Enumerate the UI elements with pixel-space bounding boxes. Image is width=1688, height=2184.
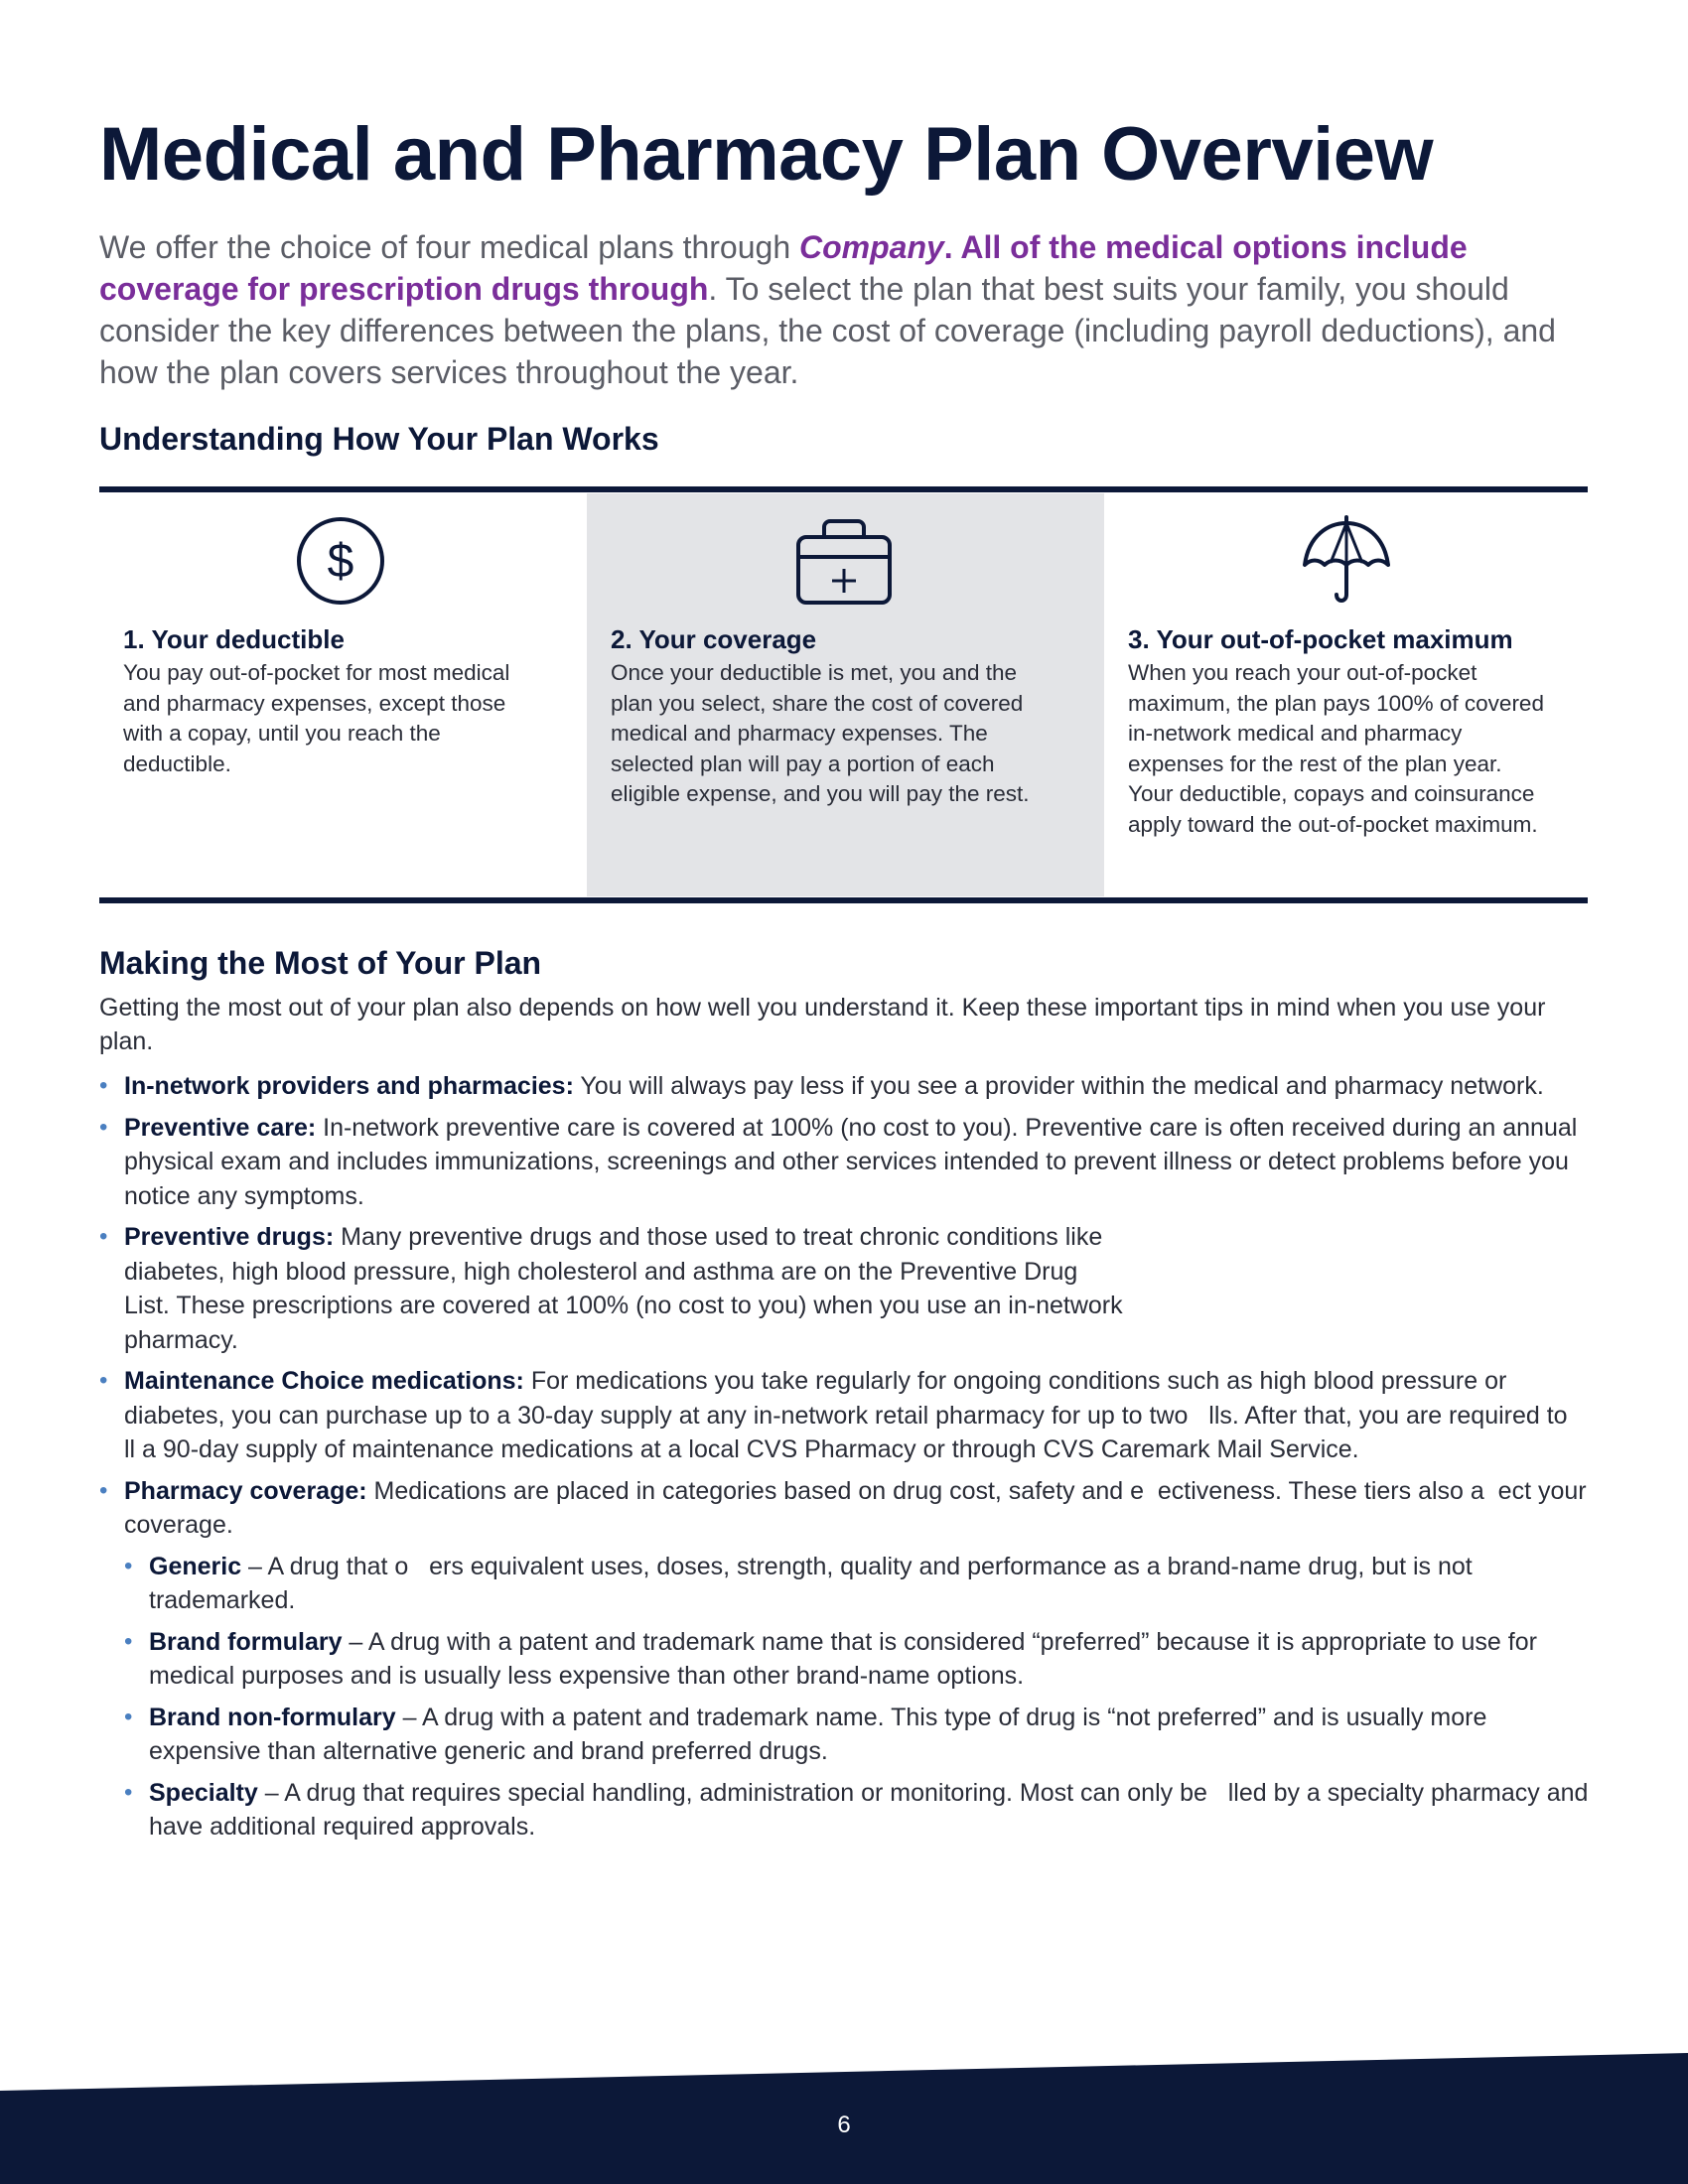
footer-slant	[0, 2053, 1688, 2093]
bullet-icon: •	[124, 1627, 133, 1655]
tip-term: Preventive care:	[124, 1113, 317, 1142]
list-item	[99, 1364, 1589, 1467]
list-item	[99, 1474, 1589, 1543]
tip-term: In-network providers and pharmacies:	[124, 1072, 574, 1100]
sub-list-item	[124, 1776, 1589, 1844]
sub-list-item	[124, 1701, 1589, 1769]
making-most-intro: Getting the most out of your plan also depends on how well you understand it. Keep these important tips in mind when you use your plan.	[99, 994, 1546, 1055]
intro-text-end: . To select the plan that best suits your family, you should consider the key differences between the plans, the cost of coverage (including payroll deductions), and how the plan covers services throughout the year.	[99, 271, 1556, 390]
tier-text: – A drug that requires special handling, administration or monitoring. Most can only be lled by a specialty pharmacy and have additional required approvals.	[149, 1778, 1589, 1841]
out-of-pocket-text: When you reach your out-of-pocket maximum, the plan pays 100% of covered in-network medical and pharmacy expenses for the rest of the plan year. Your deductible, copays and coinsurance apply toward the out-of-pocket maximum.	[1128, 660, 1544, 837]
bullet-icon: •	[99, 1367, 108, 1394]
company-name: Company	[799, 229, 944, 265]
tip-term: Pharmacy coverage:	[124, 1476, 367, 1505]
tips-list	[99, 1069, 1589, 1851]
umbrella-icon	[1299, 513, 1394, 609]
page-number: 6	[837, 2112, 851, 2138]
deductible-text: You pay out-of-pocket for most medical and pharmacy expenses, except those with a copay, until you reach the deductible.	[123, 660, 510, 776]
tier-term: Brand non-formulary	[149, 1703, 396, 1731]
understanding-section-title: Understanding How Your Plan Works	[99, 421, 659, 457]
bullet-icon: •	[99, 1223, 108, 1250]
sub-list-item	[124, 1550, 1589, 1618]
tip-text: In-network preventive care is covered at 100% (no cost to you). Preventive care is often received during an annual physical exam and includes immunizations, screenings and other services intended to prevent illness or detect problems before you notice any symptoms.	[124, 1113, 1578, 1210]
making-most-section-title: Making the Most of Your Plan	[99, 945, 542, 981]
intro-paragraph	[99, 226, 1569, 393]
coverage-heading: 2. Your coverage	[611, 624, 817, 654]
tier-text: – A drug with a patent and trademark name that is considered “preferred” because it is appropriate to use for medical purposes and is usually less expensive than other brand-name options.	[149, 1627, 1537, 1690]
tip-text: Medications are placed in categories based on drug cost, safety and e ectiveness. These tiers also a ect your coverage.	[124, 1476, 1587, 1539]
out-of-pocket-heading: 3. Your out-of-pocket maximum	[1128, 624, 1513, 654]
bullet-icon: •	[99, 1113, 108, 1141]
tier-term: Specialty	[149, 1778, 258, 1807]
deductible-heading: 1. Your deductible	[123, 624, 345, 654]
intro-highlight: . All of the medical options include coverage for prescription drugs through	[99, 229, 1468, 307]
tier-term: Brand formulary	[149, 1627, 343, 1656]
bullet-icon: •	[124, 1778, 133, 1806]
out-of-pocket-column	[1104, 493, 1588, 896]
bullet-icon: •	[99, 1476, 108, 1504]
tip-text: For medications you take regularly for ongoing conditions such as high blood pressure or diabetes, you can purchase up to a 30-day supply at any in-network retail pharmacy for up to two lls. After that, you are required to ll a 90-day supply of maintenance medications at a local CVS Pharmacy or through CVS Caremark Mail Service.	[124, 1367, 1582, 1463]
tip-text: Many preventive drugs and those used to treat chronic conditions like diabetes, high blood pressure, high cholesterol and asthma are on the Preventive Drug List. These prescriptions are covered at 100% (no cost to you) when you use an in-network pharmacy.	[124, 1223, 1123, 1354]
bullet-icon: •	[124, 1552, 133, 1579]
list-item	[99, 1220, 1127, 1357]
deductible-column	[99, 493, 587, 896]
sub-list-item	[124, 1625, 1589, 1694]
dollar-circle-icon	[293, 513, 388, 609]
tip-text: You will always pay less if you see a provider within the medical and pharmacy network.	[573, 1072, 1544, 1100]
top-divider	[99, 486, 1588, 492]
tip-term: Maintenance Choice medications:	[124, 1367, 524, 1395]
medical-kit-icon	[794, 513, 894, 609]
svg-text:$: $	[327, 535, 354, 588]
plan-steps	[99, 493, 1588, 896]
bullet-icon: •	[99, 1072, 108, 1099]
coverage-column	[587, 493, 1104, 896]
page-title: Medical and Pharmacy Plan Overview	[99, 112, 1434, 197]
bullet-icon: •	[124, 1703, 133, 1730]
tier-text: – A drug with a patent and trademark name. This type of drug is “not preferred” and is usually more expensive than alternative generic and brand preferred drugs.	[149, 1703, 1487, 1765]
tier-term: Generic	[149, 1552, 242, 1580]
coverage-text: Once your deductible is met, you and the plan you select, share the cost of covered medical and pharmacy expenses. The selected plan will pay a portion of each eligible expense, and you will pay the rest.	[611, 660, 1030, 806]
tip-term: Preventive drugs:	[124, 1223, 335, 1251]
intro-text: We offer the choice of four medical plans through	[99, 229, 799, 265]
list-item	[99, 1111, 1589, 1214]
list-item	[99, 1069, 1589, 1104]
tier-text: – A drug that o ers equivalent uses, doses, strength, quality and performance as a brand-name drug, but is not trademarked.	[149, 1552, 1473, 1614]
bottom-divider	[99, 897, 1588, 903]
